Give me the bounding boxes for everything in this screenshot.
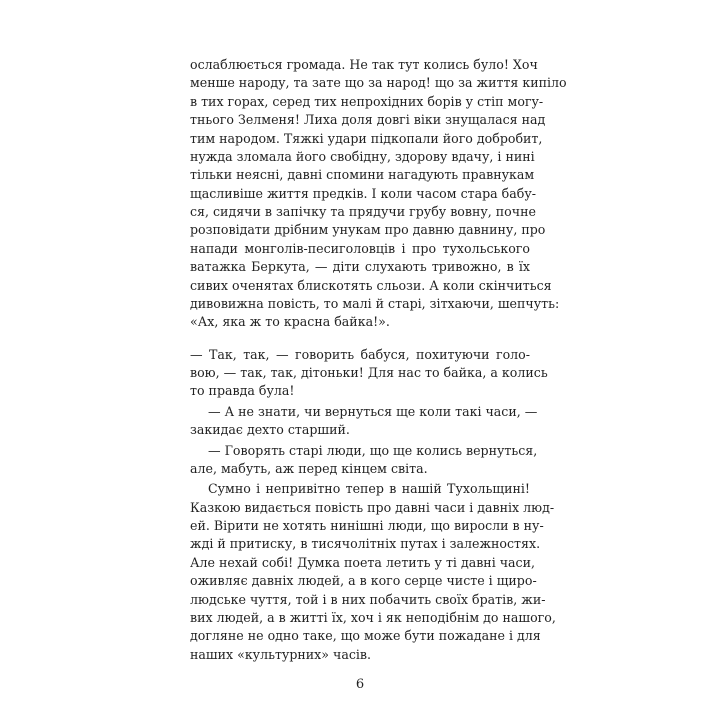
dialogue-line: закидає дехто старший. (190, 422, 350, 438)
text-line: людське чуття, той і в них побачить своїх братів, жи- (190, 591, 546, 607)
text-line: вих людей, а в житті їх, хоч і як неподібнім до нашого, (190, 609, 556, 625)
text-line: дивовижна повість, то малі й старі, зітхаючи, шепчуть: (190, 295, 560, 311)
text-line: оживляє давніх людей, а в кого серце чисте і щиро- (190, 573, 537, 589)
text-line: ся, сидячи в запічку та прядучи грубу вовну, почне (190, 204, 536, 219)
text-line: Казкою видається повість про давні часи і давніх люд- (190, 499, 555, 515)
text-line: тим народом. Тяжкі удари підкопали його добробит, (190, 130, 543, 146)
text-line: сивих оченятах блискотять сльози. А коли скінчиться (190, 277, 552, 293)
text-line: розповідати дрібним унукам про давню давнину, про (190, 222, 546, 238)
text-line: щасливіше життя предків. І коли часом стара бабу- (190, 185, 537, 201)
page-number: 6 (355, 677, 365, 692)
text-line: жді й притиску, в тисячолітніх путах і залежностях. (190, 536, 541, 552)
text-line: тільки неясні, давні спомини нагадують правнукам (190, 167, 535, 183)
text-line: Але нехай собі! Думка поета летить у ті давні часи, (190, 554, 536, 570)
text-line: в тих горах, серед тих непрохідних борів у стіп могу- (190, 93, 544, 109)
text-line: «Ах, яка ж то красна байка!». (190, 314, 390, 330)
dialogue-line: але, мабуть, аж перед кінцем світа. (190, 460, 428, 476)
text-line: ватажка Беркута, — діти слухають тривожно, в їх (190, 259, 530, 275)
text-line: тнього Зелменя! Лиха доля довгі віки знущалася над (190, 112, 546, 128)
text-line: напади монголів-песиголовців і про тухольського (190, 240, 530, 256)
text-line: догляне не одно таке, що може бути пожадане і для (190, 628, 541, 644)
dialogue-line: вою, — так, так, дітоньки! Для нас то байка, а колись (190, 365, 548, 380)
dialogue-line: то правда була! (190, 383, 295, 399)
text-line: ей. Вірити не хотять нинішні люди, що виросли в ну- (190, 518, 544, 533)
dialogue-line: — Так, так, — говорить бабуся, похитуючи голо- (190, 346, 530, 362)
text-line: Сумно і непривітно тепер в нашій Тухольщині! (208, 481, 530, 497)
text-line: менше народу, та зате що за народ! що за життя кипіло (190, 75, 567, 91)
dialogue-line: — А не знати, чи вернуться ще коли такі часи, — (208, 403, 538, 419)
text-line: нужда зломала його свобідну, здорову вдачу, і нині (190, 148, 535, 164)
text-line: наших «культурних» часів. (190, 646, 371, 662)
dialogue-line: — Говорять старі люди, що ще колись вернуться, (208, 442, 538, 458)
text-line: ослаблюється громада. Не так тут колись було! Хоч (190, 57, 538, 72)
